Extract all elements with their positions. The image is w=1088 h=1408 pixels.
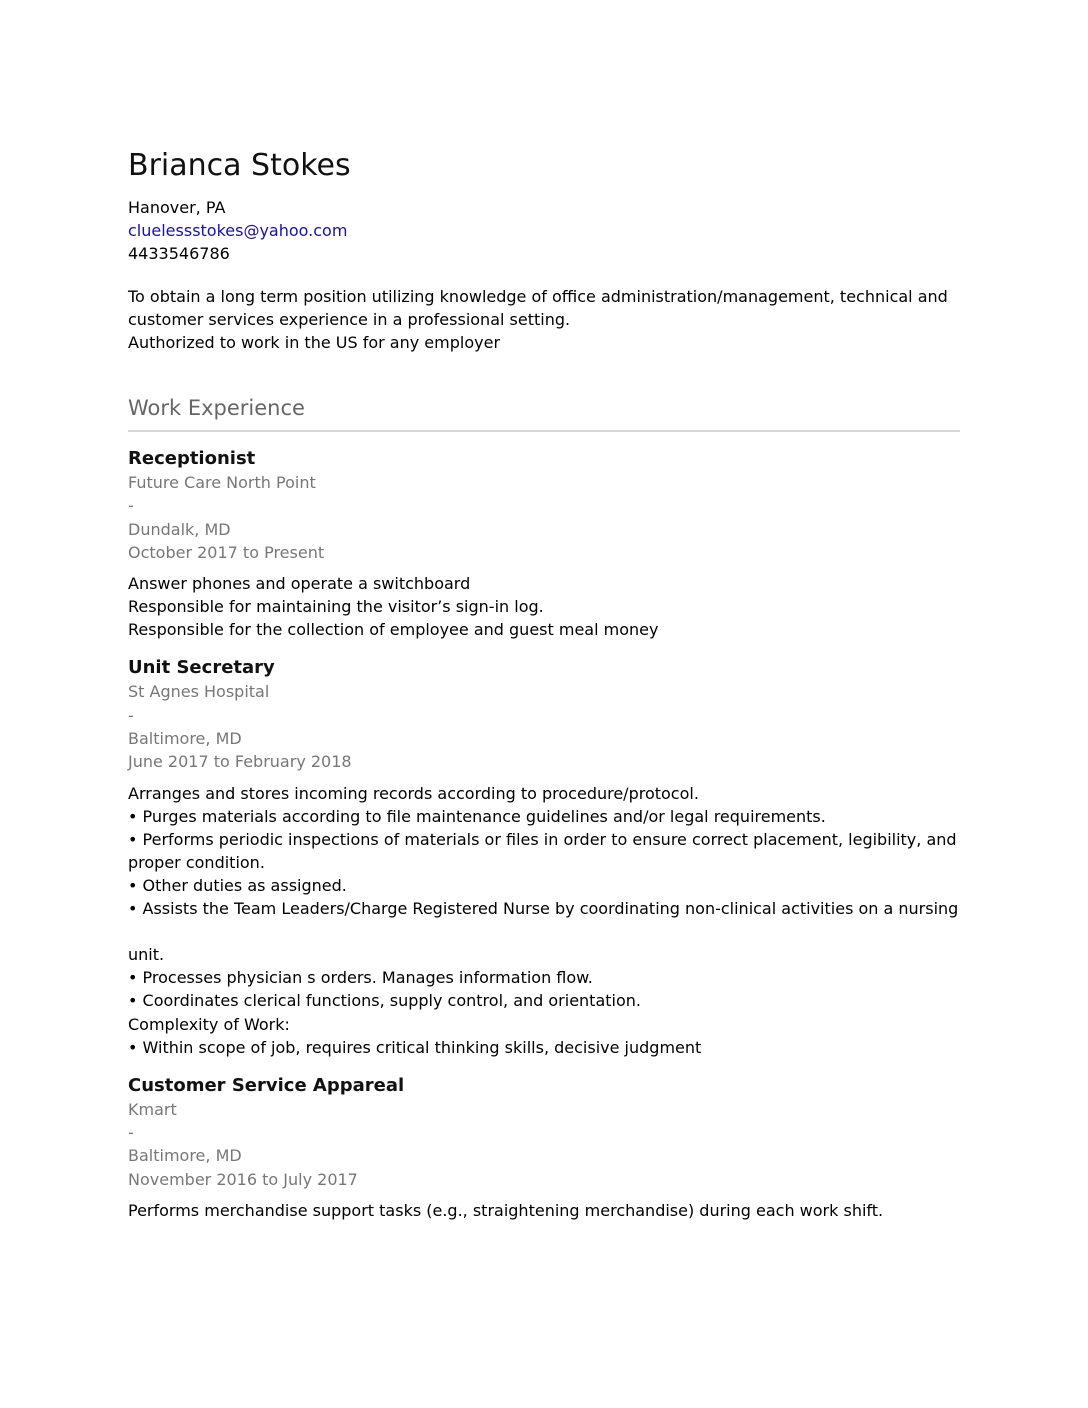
job-company: Kmart <box>128 1099 177 1119</box>
job-description-line: Complexity of Work: <box>128 1014 290 1034</box>
candidate-email-link[interactable]: cluelessstokes@yahoo.com <box>128 221 348 240</box>
candidate-name: Brianca Stokes <box>128 148 351 183</box>
job-description-line: • Coordinates clerical functions, supply control, and orientation. <box>128 991 641 1011</box>
job-dates: October 2017 to Present <box>128 542 325 562</box>
job-location: Dundalk, MD <box>128 519 231 539</box>
job-title: Receptionist <box>128 448 256 469</box>
job-description-line: unit. <box>128 945 165 965</box>
job-description-line: Answer phones and operate a switchboard <box>128 574 471 594</box>
resume-header <box>128 148 960 265</box>
job-description <box>128 782 960 1059</box>
job-separator: - <box>128 496 134 516</box>
job-description-line: Responsible for the collection of employee and guest meal money <box>128 620 659 640</box>
job-separator: - <box>128 1122 134 1142</box>
job-description-line: • Performs periodic inspections of materials or files in order to ensure correct placement, legibility, and proper condition. <box>128 829 957 872</box>
job-description-line: • Assists the Team Leaders/Charge Registered Nurse by coordinating non-clinical activities on a nursing <box>128 899 959 919</box>
job-description-line: • Processes physician s orders. Manages information flow. <box>128 968 593 988</box>
job-dates: June 2017 to February 2018 <box>128 752 352 772</box>
job-dates: November 2016 to July 2017 <box>128 1169 358 1189</box>
resume-page <box>128 148 960 1222</box>
job-separator: - <box>128 705 134 725</box>
job-entry <box>128 656 960 1058</box>
job-description-line: Responsible for maintaining the visitor’s sign-in log. <box>128 597 544 617</box>
job-description-line: Arranges and stores incoming records according to procedure/protocol. <box>128 783 699 803</box>
job-entry <box>128 1074 960 1222</box>
job-location: Baltimore, MD <box>128 729 242 749</box>
job-title: Customer Service Appareal <box>128 1074 405 1096</box>
job-company: St Agnes Hospital <box>128 682 270 702</box>
job-description <box>128 1199 960 1222</box>
job-description-line: Performs merchandise support tasks (e.g., straightening merchandise) during each work shift. <box>128 1200 884 1220</box>
summary-work-authorization: Authorized to work in the US for any employer <box>128 333 501 352</box>
resume-summary <box>128 285 960 354</box>
job-location: Baltimore, MD <box>128 1146 242 1166</box>
job-description <box>128 572 960 641</box>
job-title: Unit Secretary <box>128 657 275 679</box>
candidate-phone: 4433546786 <box>128 244 230 263</box>
job-description-line: • Purges materials according to file maintenance guidelines and/or legal requirements. <box>128 806 826 826</box>
summary-objective: To obtain a long term position utilizing knowledge of office administration/management, technical and customer services experience in a professional setting. <box>128 287 948 329</box>
job-description-line: • Within scope of job, requires critical thinking skills, decisive judgment <box>128 1037 702 1057</box>
candidate-location: Hanover, PA <box>128 198 226 217</box>
section-title-work-experience: Work Experience <box>128 394 960 432</box>
job-company: Future Care North Point <box>128 473 316 492</box>
job-description-line: • Other duties as assigned. <box>128 876 347 896</box>
job-entry <box>128 447 960 641</box>
